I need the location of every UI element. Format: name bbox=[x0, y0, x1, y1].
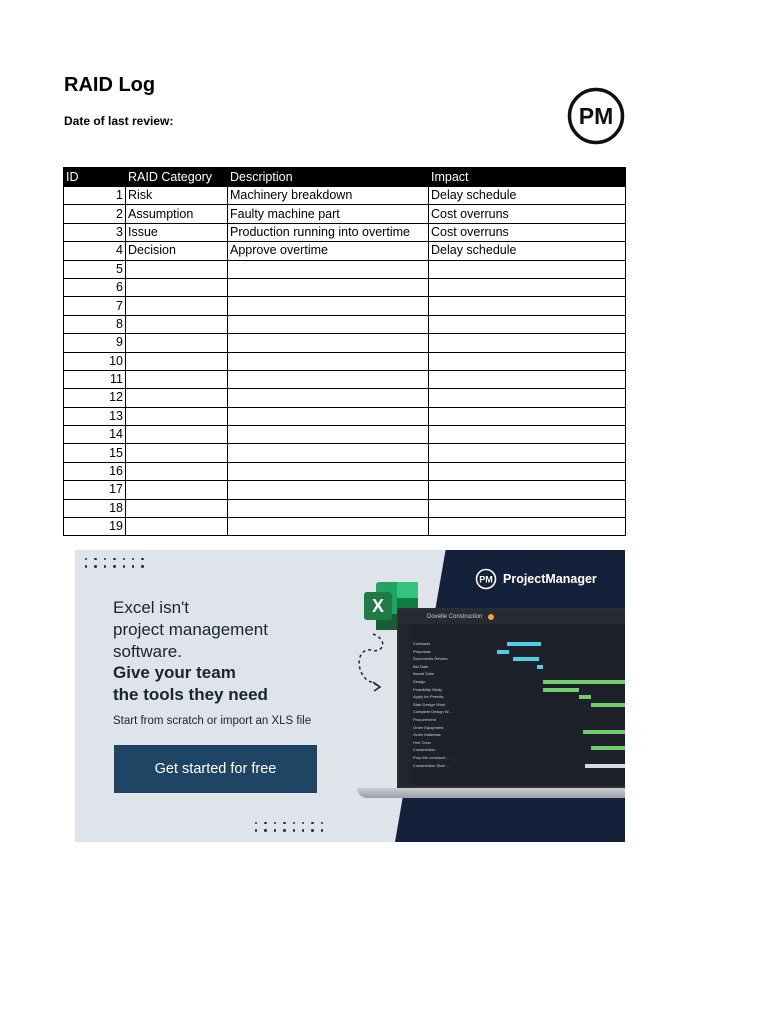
cell-id: 16 bbox=[64, 462, 126, 480]
table-row bbox=[64, 370, 626, 388]
page-title: RAID Log bbox=[64, 74, 156, 96]
decorative-dot bbox=[85, 565, 87, 567]
cell-category bbox=[126, 297, 228, 315]
cell-id: 1 bbox=[64, 187, 126, 205]
cell-impact: Delay schedule bbox=[429, 242, 626, 260]
cell-impact bbox=[429, 334, 626, 352]
brand-logo-text: PM bbox=[479, 574, 493, 585]
decorative-dot bbox=[264, 822, 266, 824]
table-row bbox=[64, 205, 626, 223]
screen-task-item: Feasibility Study bbox=[413, 686, 443, 692]
cell-impact bbox=[429, 297, 626, 315]
screen-task-item: Proposals bbox=[413, 648, 431, 654]
cell-id: 8 bbox=[64, 315, 126, 333]
cell-id: 9 bbox=[64, 334, 126, 352]
table-row bbox=[64, 407, 626, 425]
screen-task-item: Contracts bbox=[413, 641, 431, 646]
screen-gantt-chart bbox=[497, 640, 625, 788]
screen-task-item: Order Equipment bbox=[413, 724, 444, 730]
cell-id: 3 bbox=[64, 223, 126, 241]
cell-impact: Cost overruns bbox=[429, 223, 626, 241]
cell-category: Assumption bbox=[126, 205, 228, 223]
cell-description bbox=[228, 389, 429, 407]
gantt-bar bbox=[537, 665, 543, 669]
cell-category bbox=[126, 278, 228, 296]
cell-description bbox=[228, 481, 429, 499]
cell-description bbox=[228, 370, 429, 388]
decorative-dot bbox=[321, 829, 323, 831]
decorative-dot bbox=[104, 565, 106, 567]
screen-task-item: Design bbox=[413, 678, 426, 684]
cell-description bbox=[228, 499, 429, 517]
cell-impact bbox=[429, 260, 626, 278]
screen-task-item: Construction bbox=[413, 747, 436, 753]
cell-id: 18 bbox=[64, 499, 126, 517]
gantt-bar bbox=[591, 703, 625, 707]
gantt-bar bbox=[507, 642, 541, 646]
date-of-last-review-label: Date of last review: bbox=[64, 114, 174, 128]
decorative-dot bbox=[132, 558, 134, 560]
header-id: ID bbox=[64, 168, 126, 187]
table-header-row bbox=[64, 168, 626, 187]
cell-category bbox=[126, 389, 228, 407]
cell-impact bbox=[429, 462, 626, 480]
cell-impact bbox=[429, 389, 626, 407]
cell-id: 14 bbox=[64, 426, 126, 444]
decorative-dot bbox=[141, 565, 143, 567]
cell-impact: Cost overruns bbox=[429, 205, 626, 223]
projectmanager-brand bbox=[475, 568, 597, 590]
gantt-bar bbox=[543, 688, 579, 692]
screen-task-item: Documents Review bbox=[413, 656, 448, 662]
cell-category bbox=[126, 426, 228, 444]
cell-category bbox=[126, 334, 228, 352]
cell-category bbox=[126, 370, 228, 388]
table-row bbox=[64, 499, 626, 517]
decorative-dot bbox=[311, 829, 313, 831]
screen-task-item: Procurement bbox=[413, 716, 436, 722]
decorative-dot bbox=[85, 558, 87, 560]
decorative-dot bbox=[255, 822, 257, 824]
screen-sidebar bbox=[399, 624, 411, 788]
decorative-dot bbox=[302, 822, 304, 824]
cell-id: 7 bbox=[64, 297, 126, 315]
banner-subtext: Start from scratch or import an XLS file bbox=[113, 715, 312, 727]
decorative-dot bbox=[113, 565, 115, 567]
cell-description bbox=[228, 444, 429, 462]
cell-description bbox=[228, 518, 429, 536]
decorative-dot bbox=[302, 829, 304, 831]
cell-category: Risk bbox=[126, 187, 228, 205]
cell-impact bbox=[429, 370, 626, 388]
screen-task-item: Start Design Work bbox=[413, 701, 446, 707]
cell-description bbox=[228, 407, 429, 425]
table-body bbox=[64, 187, 626, 536]
decorative-dot bbox=[94, 558, 96, 560]
cell-id: 5 bbox=[64, 260, 126, 278]
raid-table bbox=[63, 167, 626, 536]
cell-description bbox=[228, 297, 429, 315]
table-row bbox=[64, 315, 626, 333]
laptop-mockup bbox=[397, 608, 625, 808]
banner-headline-line5: the tools they need bbox=[113, 685, 268, 704]
screen-task-item: Award Date bbox=[413, 671, 434, 677]
table-row bbox=[64, 278, 626, 296]
cell-id: 17 bbox=[64, 481, 126, 499]
cell-id: 12 bbox=[64, 389, 126, 407]
excel-letter: X bbox=[371, 596, 385, 616]
gantt-bar bbox=[543, 680, 625, 684]
cell-description bbox=[228, 278, 429, 296]
curved-arrow-icon bbox=[353, 630, 393, 692]
decorative-dot bbox=[132, 565, 134, 567]
cell-impact bbox=[429, 444, 626, 462]
screen-task-list bbox=[413, 640, 495, 769]
screen-project-title: Dovelle Construction bbox=[427, 614, 483, 620]
screen-task-item: Apply for Permits bbox=[413, 694, 444, 700]
laptop-screen bbox=[397, 608, 625, 788]
decorative-dot bbox=[293, 822, 295, 824]
cell-impact bbox=[429, 278, 626, 296]
cell-category bbox=[126, 518, 228, 536]
cell-category bbox=[126, 444, 228, 462]
cell-description bbox=[228, 462, 429, 480]
decorative-dot bbox=[321, 822, 323, 824]
cell-category: Issue bbox=[126, 223, 228, 241]
cell-id: 15 bbox=[64, 444, 126, 462]
gantt-bar bbox=[585, 764, 625, 768]
cell-category: Decision bbox=[126, 242, 228, 260]
cell-description bbox=[228, 426, 429, 444]
cell-id: 19 bbox=[64, 518, 126, 536]
cell-category bbox=[126, 407, 228, 425]
screen-task-item: Order Materials bbox=[413, 732, 441, 738]
cell-description bbox=[228, 352, 429, 370]
decorative-dot bbox=[123, 558, 125, 560]
cell-description bbox=[228, 260, 429, 278]
cell-category bbox=[126, 462, 228, 480]
cell-id: 2 bbox=[64, 205, 126, 223]
table-row bbox=[64, 444, 626, 462]
laptop-base bbox=[357, 788, 625, 798]
decorative-dots-bottom bbox=[255, 822, 323, 832]
cell-impact bbox=[429, 315, 626, 333]
cell-description bbox=[228, 334, 429, 352]
screen-task-item: Prep the construct... bbox=[413, 754, 449, 760]
cell-category bbox=[126, 499, 228, 517]
decorative-dot bbox=[113, 558, 115, 560]
decorative-dot bbox=[283, 822, 285, 824]
screen-status-dot-icon bbox=[488, 614, 494, 620]
screen-task-item: Complete Design W... bbox=[413, 709, 452, 715]
gantt-bar bbox=[579, 695, 591, 699]
pm-logo-text: PM bbox=[578, 103, 614, 129]
promo-banner[interactable] bbox=[75, 550, 625, 842]
cell-description: Machinery breakdown bbox=[228, 187, 429, 205]
cell-description bbox=[228, 315, 429, 333]
cell-impact bbox=[429, 518, 626, 536]
decorative-dot bbox=[274, 822, 276, 824]
gantt-bar bbox=[583, 730, 625, 734]
decorative-dot bbox=[141, 558, 143, 560]
decorative-dot bbox=[123, 565, 125, 567]
cell-impact bbox=[429, 407, 626, 425]
decorative-dot bbox=[255, 829, 257, 831]
pm-logo bbox=[567, 87, 625, 145]
screen-task-item: Hire Crew bbox=[413, 739, 431, 745]
get-started-button[interactable]: Get started for free bbox=[114, 745, 317, 793]
cell-category bbox=[126, 481, 228, 499]
screen-toolbar bbox=[399, 610, 625, 624]
decorative-dot bbox=[293, 829, 295, 831]
table-row bbox=[64, 223, 626, 241]
cell-description: Approve overtime bbox=[228, 242, 429, 260]
cell-id: 4 bbox=[64, 242, 126, 260]
cell-impact bbox=[429, 426, 626, 444]
cell-category bbox=[126, 352, 228, 370]
header-raid-category: RAID Category bbox=[126, 168, 228, 187]
screen-task-item: Bid Date bbox=[413, 663, 429, 669]
header-impact: Impact bbox=[429, 168, 626, 187]
decorative-dots-top bbox=[85, 558, 144, 568]
table-row bbox=[64, 462, 626, 480]
decorative-dot bbox=[264, 829, 266, 831]
header-description: Description bbox=[228, 168, 429, 187]
cell-impact bbox=[429, 352, 626, 370]
banner-headline-line3: software. bbox=[113, 642, 182, 661]
table-row bbox=[64, 242, 626, 260]
screen-task-item: Construction Start ... bbox=[413, 762, 450, 768]
gantt-bar bbox=[497, 650, 509, 654]
table-row bbox=[64, 426, 626, 444]
banner-headline-line1: Excel isn't bbox=[113, 598, 189, 617]
cell-id: 13 bbox=[64, 407, 126, 425]
cell-impact bbox=[429, 481, 626, 499]
projectmanager-logo-icon bbox=[475, 568, 497, 590]
cell-id: 6 bbox=[64, 278, 126, 296]
table-row bbox=[64, 187, 626, 205]
cell-category bbox=[126, 260, 228, 278]
cell-description: Faulty machine part bbox=[228, 205, 429, 223]
decorative-dot bbox=[104, 558, 106, 560]
table-row bbox=[64, 518, 626, 536]
table-row bbox=[64, 352, 626, 370]
gantt-bar bbox=[591, 746, 625, 750]
decorative-dot bbox=[311, 822, 313, 824]
gantt-bar bbox=[513, 657, 539, 661]
cell-id: 11 bbox=[64, 370, 126, 388]
cell-description: Production running into overtime bbox=[228, 223, 429, 241]
table-row bbox=[64, 389, 626, 407]
brand-name: ProjectManager bbox=[503, 572, 597, 586]
table-row bbox=[64, 260, 626, 278]
banner-headline-line4: Give your team bbox=[113, 663, 236, 682]
cell-impact bbox=[429, 499, 626, 517]
table-row bbox=[64, 297, 626, 315]
cell-impact: Delay schedule bbox=[429, 187, 626, 205]
decorative-dot bbox=[283, 829, 285, 831]
table-row bbox=[64, 481, 626, 499]
table-row bbox=[64, 334, 626, 352]
decorative-dot bbox=[94, 565, 96, 567]
banner-headline-line2: project management bbox=[113, 620, 268, 639]
decorative-dot bbox=[274, 829, 276, 831]
cell-id: 10 bbox=[64, 352, 126, 370]
cell-category bbox=[126, 315, 228, 333]
